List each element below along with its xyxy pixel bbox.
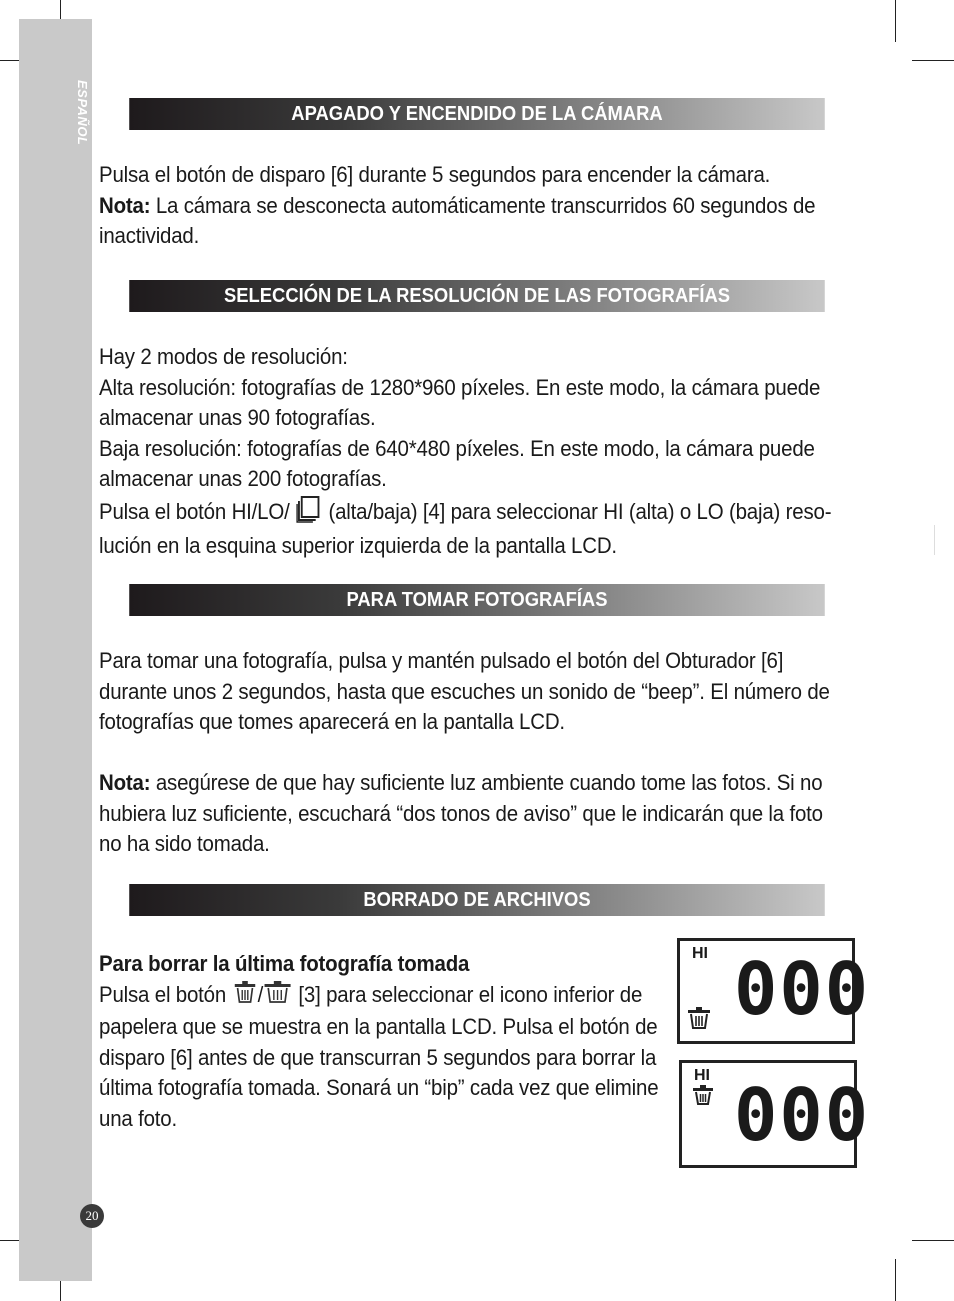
language-label: ESPAÑOL (75, 80, 90, 146)
take-photos-note (99, 768, 830, 799)
power-line: Pulsa el botón de disparo [6] durante 5 segundos para encender la cámara. (99, 162, 771, 187)
power-note (99, 191, 815, 222)
section-heading-take-photos: PARA TOMAR FOTOGRAFÍAS (129, 584, 825, 616)
crop-mark (934, 525, 935, 555)
trash-icon (263, 980, 293, 1013)
sidebar-band (19, 19, 92, 1281)
resolution-line: almacenar unas 200 fotografías. (99, 466, 387, 491)
resolution-line: almacenar unas 90 fotografías. (99, 405, 376, 430)
delete-subheading: Para borrar la última fotografía tomada (99, 951, 470, 976)
delete-button-post: [3] para seleccionar el icono inferior de (292, 981, 643, 1007)
delete-line: disparo [6] antes de que transcurran 5 segundos para borrar la (99, 1044, 657, 1070)
resolution-button-line (99, 495, 831, 532)
take-photos-line: durante unos 2 segundos, hasta que escuches un sonido de “beep”. El número de (99, 678, 830, 704)
section-heading-delete-files: BORRADO DE ARCHIVOS (129, 884, 825, 916)
delete-paragraph (99, 949, 658, 1134)
resolution-line: Baja resolución: fotografías de 640*480 píxeles. En este modo, la cámara puede (99, 435, 815, 461)
resolution-paragraph (99, 342, 831, 562)
crop-mark (895, 1259, 896, 1301)
delete-line: papelera que se muestra en la pantalla LCD. Pulsa el botón de (99, 1014, 658, 1039)
lcd-mode: HI (692, 945, 708, 962)
lcd-display (679, 1060, 871, 1168)
power-paragraph (99, 160, 815, 252)
resolution-button-pre: Pulsa el botón HI/LO/ (99, 498, 296, 524)
note-label: Nota: (99, 192, 151, 218)
lcd-trash-icon (686, 1007, 712, 1034)
resolution-button-post: (alta/baja) [4] para seleccionar HI (alta) o LO (baja) reso- (322, 498, 832, 524)
delete-button-pre: Pulsa el botón (99, 981, 232, 1007)
lcd-counter: 000 (734, 947, 871, 1031)
image-stack-icon (295, 495, 323, 532)
crop-mark (912, 60, 954, 61)
crop-mark (912, 1240, 954, 1241)
trash-icon (232, 980, 258, 1013)
resolution-line: Alta resolución: fotografías de 1280*960 píxeles. En este modo, la cámara puede (99, 374, 821, 400)
section-heading-resolution: SELECCIÓN DE LA RESOLUCIÓN DE LAS FOTOGRAFÍAS (129, 280, 825, 312)
lcd-trash-icon (692, 1085, 714, 1110)
take-photos-line: fotografías que tomes aparecerá en la pantalla LCD. (99, 709, 565, 734)
note-text: La cámara se desconecta automáticamente transcurridos 60 segundos de (150, 192, 816, 218)
note-label: Nota: (99, 770, 151, 795)
delete-line: una foto. (99, 1105, 177, 1131)
take-photos-paragraph (99, 646, 830, 860)
delete-line: última fotografía tomada. Sonará un “bip” cada vez que elimine (99, 1075, 659, 1100)
note-text-continued: no ha sido tomada. (99, 831, 270, 856)
lcd-counter: 000 (734, 1073, 871, 1157)
lcd-display (677, 938, 871, 1044)
resolution-line: Hay 2 modos de resolución: (99, 344, 348, 369)
section-heading-power: APAGADO Y ENCENDIDO DE LA CÁMARA (129, 98, 825, 130)
note-text-continued: hubiera luz suficiente, escuchará “dos tonos de aviso” que le indicarán que la foto (99, 800, 823, 826)
note-text-continued: inactividad. (99, 223, 200, 248)
delete-button-line (99, 980, 658, 1013)
crop-mark (895, 0, 896, 42)
lcd-mode: HI (694, 1067, 710, 1084)
take-photos-line: Para tomar una fotografía, pulsa y mantén pulsado el botón del Obturador [6] (99, 648, 784, 673)
slash-separator: / (257, 981, 264, 1007)
resolution-line: lución en la esquina superior izquierda de la pantalla LCD. (99, 533, 617, 558)
page-number: 20 (80, 1204, 104, 1228)
note-text: asegúrese de que hay suficiente luz ambiente cuando tome las fotos. Si no (150, 770, 823, 795)
